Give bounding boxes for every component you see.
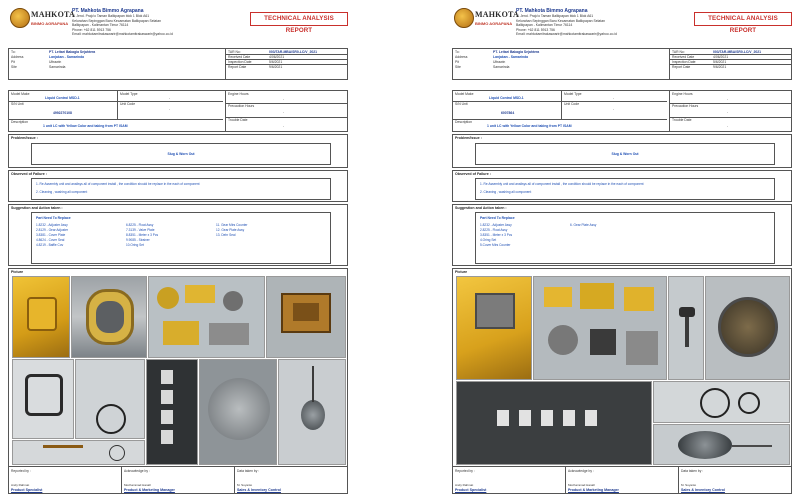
- photo-detail: [25, 374, 63, 416]
- photo-detail: [161, 410, 173, 424]
- text-observed-failure: Observed of Failure :: [455, 172, 491, 176]
- photo-detail: [626, 331, 658, 365]
- photo-detail: [96, 301, 124, 333]
- text-description: 1 unit LC with Yellow Color and taking from PT ISAM: [43, 124, 128, 128]
- text-pit: Pit: [11, 60, 15, 64]
- text-model-type: -: [613, 96, 615, 100]
- text-data-role: Sales & Inventory Control: [681, 488, 725, 492]
- report-page-left: [8, 4, 348, 500]
- photo-detail: [541, 410, 553, 426]
- text-acknowledge-by: Acknowledge by :: [124, 469, 150, 473]
- photo-gear: [705, 276, 790, 380]
- photo-detail: [27, 297, 57, 331]
- text-model-make: Liquid Control MSD-1: [489, 96, 524, 100]
- photo-detail: [519, 410, 531, 426]
- photo-float-ball: [653, 424, 790, 465]
- text-reported-name: Andy Rahmat: [11, 483, 30, 487]
- unit-block: [452, 90, 792, 132]
- crown-icon: [10, 8, 30, 28]
- text-site: Samarinda: [49, 65, 66, 69]
- photo-detail: [590, 329, 616, 355]
- photo-detail: [43, 445, 83, 448]
- info-block: [452, 48, 792, 80]
- text-description: Description: [455, 120, 472, 124]
- text-problem: Slug & Worn Out: [611, 152, 639, 156]
- text-received-date: Received Date: [228, 55, 251, 59]
- text-trouble-date: -: [283, 124, 285, 128]
- text-reported-name: Andy Rahmat: [455, 483, 474, 487]
- text-address-3: Balikpapan - Kalimantan Timur 76114: [72, 23, 129, 28]
- text-received-date: Received Date: [672, 55, 695, 59]
- report-page-right: [452, 4, 792, 500]
- text-model-type: -: [169, 96, 171, 100]
- signature-footer: [8, 466, 348, 494]
- text-ack-role: Product & Marketing Manager: [568, 488, 619, 492]
- suggestion-section: [452, 204, 792, 266]
- text-unit-code: -: [613, 107, 615, 111]
- text-to: To:: [455, 50, 460, 54]
- photo-housing-yellow: [456, 276, 532, 380]
- photo-disc: [199, 359, 277, 465]
- photo-detail: [185, 285, 215, 303]
- content-box: [31, 143, 331, 165]
- photo-detail: [718, 297, 778, 357]
- text-1: 6.8225 - Float Assy: [126, 223, 154, 227]
- text-engine-hours: -: [283, 97, 285, 101]
- text-picture: Picture: [455, 270, 468, 274]
- photo-oring-parts: [75, 359, 145, 439]
- table-divider: [117, 91, 118, 119]
- text-precaution-hours: Precaution Hours: [672, 104, 699, 108]
- text-0: 5.Cover Mtrs Counter: [480, 243, 511, 247]
- text-reported-by: Reported by :: [455, 469, 475, 473]
- photo-detail: [293, 303, 319, 321]
- photo-valve-plate: [146, 359, 198, 465]
- text-observed-failure: Observed of Failure :: [11, 172, 47, 176]
- text-problem: Slug & Worn Out: [167, 152, 195, 156]
- text-address-1: Jl. Jend. Prajo'o Taman Balikpapan blok 1 Blok A61: [516, 14, 594, 18]
- text-reported-role: Product Specialist: [455, 488, 487, 492]
- picture-section: [452, 268, 792, 466]
- text-address-3: Balikpapan - Kalimantan Timur 76114: [516, 23, 573, 28]
- text-to: To:: [11, 50, 16, 54]
- text-address-1: Jl. Jend. Prajo'o Taman Balikpapan blok 1 Blok A61: [72, 14, 150, 18]
- content-box: [475, 143, 775, 165]
- text-logo-text: MAHKOTA: [31, 10, 75, 19]
- report-header: [8, 4, 348, 44]
- signature-column: [235, 467, 348, 493]
- text-0: 2.8225 - Float Assy: [480, 228, 508, 232]
- observed-section: [8, 170, 348, 202]
- text-inspection-date: 5/6/2021: [269, 60, 283, 64]
- text-pit: Pit: [455, 60, 459, 64]
- text-0: 2.8129 - Gear Adjuster: [36, 228, 69, 232]
- text-report-date: 9/6/2021: [269, 65, 283, 69]
- photo-detail: [544, 287, 572, 307]
- text-pit: Ultrawin: [49, 60, 62, 64]
- photo-orings: [653, 381, 790, 423]
- content-box: [31, 178, 331, 200]
- text-model-make: Model Make: [455, 92, 474, 96]
- photo-detail: [157, 287, 179, 309]
- text-to: PT. Leitari Bakagia Sejahtera: [493, 50, 540, 54]
- text-1: 9.9085 - Strainer: [126, 238, 150, 242]
- text-sn-unit: 4992270108: [53, 111, 72, 115]
- content-box: [475, 212, 775, 264]
- photo-float-ball: [278, 359, 346, 465]
- text-data-taken-by: Data taken by :: [681, 469, 704, 473]
- text-address-2: Kelurahan Sepinggan Baru Kecamatan Balikpapan Selatan: [72, 18, 161, 23]
- photo-detail: [497, 410, 509, 426]
- problem-section: [8, 134, 348, 168]
- text-inspection-date: Inspection Date: [228, 60, 252, 64]
- photo-detail: [624, 287, 654, 311]
- text-sn-unit: 6007864: [501, 111, 515, 115]
- text-acknowledge-by: Acknowledge by :: [568, 469, 594, 473]
- photo-detail: [732, 445, 772, 447]
- text-ack-name: Mochammad Hanafi: [568, 483, 595, 487]
- text-0: 4.8624 - Cover Seal: [36, 238, 65, 242]
- text-data-name: M. Suyanto: [237, 483, 253, 487]
- photo-parts-small: [12, 440, 145, 465]
- table-divider: [561, 91, 562, 119]
- text-unit-code: -: [169, 107, 171, 111]
- photo-detail: [585, 410, 597, 426]
- text-0: 1.8232 - Adjuster Assy: [36, 223, 68, 227]
- text-1: 8.8351 - Meter x 3 Pcs: [126, 233, 159, 237]
- company-info: [72, 8, 222, 37]
- text-trouble-date: -: [727, 124, 729, 128]
- content-box: [31, 212, 331, 264]
- table-divider: [9, 101, 223, 102]
- text-reported-role: Product Specialist: [11, 488, 43, 492]
- text-email: Email: mahkotamitrakaswarir@mahkotamitrakaswarir@yahoo.co.id: [72, 32, 173, 37]
- signature-column: [679, 467, 792, 493]
- text-model-make: Model Make: [11, 92, 30, 96]
- text-observed-2: 2. Cleaning , washing all component: [480, 190, 532, 194]
- text-problem-issue: Problem/Issue :: [11, 136, 38, 140]
- text-address-2: Kelurahan Sepinggan Baru Kecamatan Balikpapan Selatan: [516, 18, 605, 23]
- company-logo: [10, 8, 75, 34]
- text-0: 3.8381 - Cover Plate: [36, 233, 66, 237]
- table-divider: [225, 91, 226, 131]
- photo-housing: [71, 276, 147, 358]
- text-report-date: Report Date: [672, 65, 691, 69]
- text-inspection-date: Inspection Date: [672, 60, 696, 64]
- text-site: Samarinda: [493, 65, 510, 69]
- signature-column: [566, 467, 679, 493]
- text-suggestion: Suggestion and Action taken :: [455, 206, 507, 210]
- text-data-name: M. Suyanto: [681, 483, 697, 487]
- text-2: 13. Dehr Seal: [216, 233, 236, 237]
- text-1: 7.3139 - Valve Plate: [126, 228, 155, 232]
- text-logo-sub: BINMO AGRAPANA: [475, 21, 513, 26]
- text-tar-no: TAR No:: [672, 50, 685, 54]
- text-ack-role: Product & Marketing Manager: [124, 488, 175, 492]
- photo-components: [533, 276, 667, 380]
- report-title: TECHNICAL ANALYSIS REPORT: [250, 12, 348, 26]
- text-trouble-date: Trouble Date: [672, 118, 692, 122]
- text-unit-code: Unit Code: [120, 102, 136, 106]
- photo-detail: [209, 323, 249, 345]
- photo-float-assy: [12, 276, 70, 358]
- photo-detail: [685, 317, 689, 347]
- text-address: Address: [455, 55, 468, 59]
- text-logo-sub: BINMO AGRAPANA: [31, 21, 69, 26]
- text-observed-2: 2. Cleaning , washing all component: [36, 190, 88, 194]
- photo-detail: [161, 390, 173, 404]
- photo-detail: [301, 400, 325, 430]
- text-tar-no: 003/TAR-MBA/SR0-LC/V_2021: [713, 50, 761, 54]
- text-2: 12. Gear Plate Assy: [216, 228, 245, 232]
- text-model-make: Liquid Control MSD-1: [45, 96, 80, 100]
- photo-gasket: [12, 359, 74, 439]
- photo-shaft: [668, 276, 704, 380]
- text-data-role: Sales & Inventory Control: [237, 488, 281, 492]
- text-sn-unit: S/N Unit: [11, 102, 24, 106]
- text-engine-hours: Engine Hours: [672, 92, 693, 96]
- picture-section: [8, 268, 348, 466]
- text-0: 1.8232 - Adjuster Assy: [480, 223, 512, 227]
- text-observed-1: 1. Re Assembly unit and analisys all of component install , the condition should be replace in the each of component: [36, 182, 200, 186]
- photo-detail: [700, 388, 730, 418]
- text-precaution-hours: -: [727, 110, 729, 114]
- text-received-date: 4/06/2021: [269, 55, 285, 59]
- text-parts-title: Part Need To Replace: [36, 216, 71, 220]
- text-precaution-hours: Precaution Hours: [228, 104, 255, 108]
- photo-detail: [580, 283, 614, 309]
- photo-detail: [738, 392, 760, 414]
- text-2: 11. Gear Mtrs Counter: [216, 223, 248, 227]
- text-0: 3.8351 - Meter x 3 Pcs: [480, 233, 513, 237]
- text-address: Address: [11, 55, 24, 59]
- suggestion-section: [8, 204, 348, 266]
- text-phone: Phone: +62 811 5913 756: [516, 27, 555, 32]
- text-tar-no: TAR No:: [228, 50, 241, 54]
- photo-detail: [96, 404, 126, 434]
- text-problem-issue: Problem/Issue :: [455, 136, 482, 140]
- text-address: Lanjakan - Samarinda: [49, 55, 85, 59]
- observed-section: [452, 170, 792, 202]
- photo-detail: [208, 378, 270, 440]
- photo-detail: [679, 307, 695, 317]
- text-inspection-date: 5/6/2021: [713, 60, 727, 64]
- text-to: PT. Leitari Bakagia Sejahtera: [49, 50, 96, 54]
- text-parts-title: Part Need To Replace: [480, 216, 515, 220]
- signature-footer: [452, 466, 792, 494]
- text-0: 4.8219 - Baffle Cov: [36, 243, 64, 247]
- photo-detail: [563, 410, 575, 426]
- text-observed-1: 1. Re Assembly unit and analisys all of component install , the condition should be replace in the each of component: [480, 182, 644, 186]
- report-title: TECHNICAL ANALYSIS REPORT: [694, 12, 792, 26]
- problem-section: [452, 134, 792, 168]
- photo-detail: [161, 370, 173, 384]
- text-precaution-hours: -: [283, 110, 285, 114]
- text-email: Email: mahkotamitrakaswarir@mahkotamitrakaswarir@yahoo.co.id: [516, 32, 617, 37]
- text-address: Lanjakan - Samarinda: [493, 55, 529, 59]
- text-sn-unit: S/N Unit: [455, 102, 468, 106]
- report-header: [452, 4, 792, 44]
- text-unit-code: Unit Code: [564, 102, 580, 106]
- photo-detail: [548, 325, 578, 355]
- info-block: [8, 48, 348, 80]
- photo-detail: [109, 445, 125, 461]
- photo-detail: [161, 430, 173, 444]
- photo-detail: [223, 291, 243, 311]
- text-logo-text: MAHKOTA: [475, 10, 519, 19]
- signature-column: [122, 467, 235, 493]
- text-trouble-date: Trouble Date: [228, 118, 248, 122]
- text-engine-hours: Engine Hours: [228, 92, 249, 96]
- photo-plate: [266, 276, 346, 358]
- photo-components: [148, 276, 265, 358]
- text-received-date: 4/06/2021: [713, 55, 729, 59]
- signature-column: [453, 467, 566, 493]
- photo-detail: [678, 431, 732, 459]
- text-tar-no: 003/TAR-MBA/SR0-LC/V_2021: [269, 50, 317, 54]
- table-divider: [453, 119, 667, 120]
- table-divider: [9, 119, 223, 120]
- content-box: [475, 178, 775, 200]
- text-description: 1 unit LC with Yellow Color and taking from PT ISAM: [487, 124, 572, 128]
- text-name: PT. Mahkota Bimmo Agrapana: [516, 8, 588, 14]
- unit-block: [8, 90, 348, 132]
- text-phone: Phone: +62 811 5913 756: [72, 27, 111, 32]
- photo-detail: [475, 293, 515, 329]
- text-reported-by: Reported by :: [11, 469, 31, 473]
- text-1: 6. Gear Plate Assy: [570, 223, 597, 227]
- company-info: [516, 8, 666, 37]
- text-site: Site: [11, 65, 17, 69]
- photo-detail: [163, 321, 199, 345]
- text-report-date: 9/6/2021: [713, 65, 727, 69]
- crown-icon: [454, 8, 474, 28]
- text-data-taken-by: Data taken by :: [237, 469, 260, 473]
- table-divider: [453, 101, 667, 102]
- text-description: Description: [11, 120, 28, 124]
- text-1: 10.Oring Set: [126, 243, 144, 247]
- text-site: Site: [455, 65, 461, 69]
- text-name: PT. Mahkota Bimmo Agrapana: [72, 8, 144, 14]
- table-divider: [669, 91, 670, 131]
- company-logo: [454, 8, 519, 34]
- text-ack-name: Mochammad Hanafi: [124, 483, 151, 487]
- photo-detail: [312, 366, 314, 402]
- signature-column: [9, 467, 122, 493]
- text-engine-hours: -: [727, 97, 729, 101]
- photo-valve-plate: [456, 381, 652, 465]
- text-pit: Ultrawin: [493, 60, 506, 64]
- text-model-type: Model Type: [564, 92, 582, 96]
- text-suggestion: Suggestion and Action taken :: [11, 206, 63, 210]
- text-picture: Picture: [11, 270, 24, 274]
- text-report-date: Report Date: [228, 65, 247, 69]
- text-model-type: Model Type: [120, 92, 138, 96]
- text-0: 4.Oring Set: [480, 238, 497, 242]
